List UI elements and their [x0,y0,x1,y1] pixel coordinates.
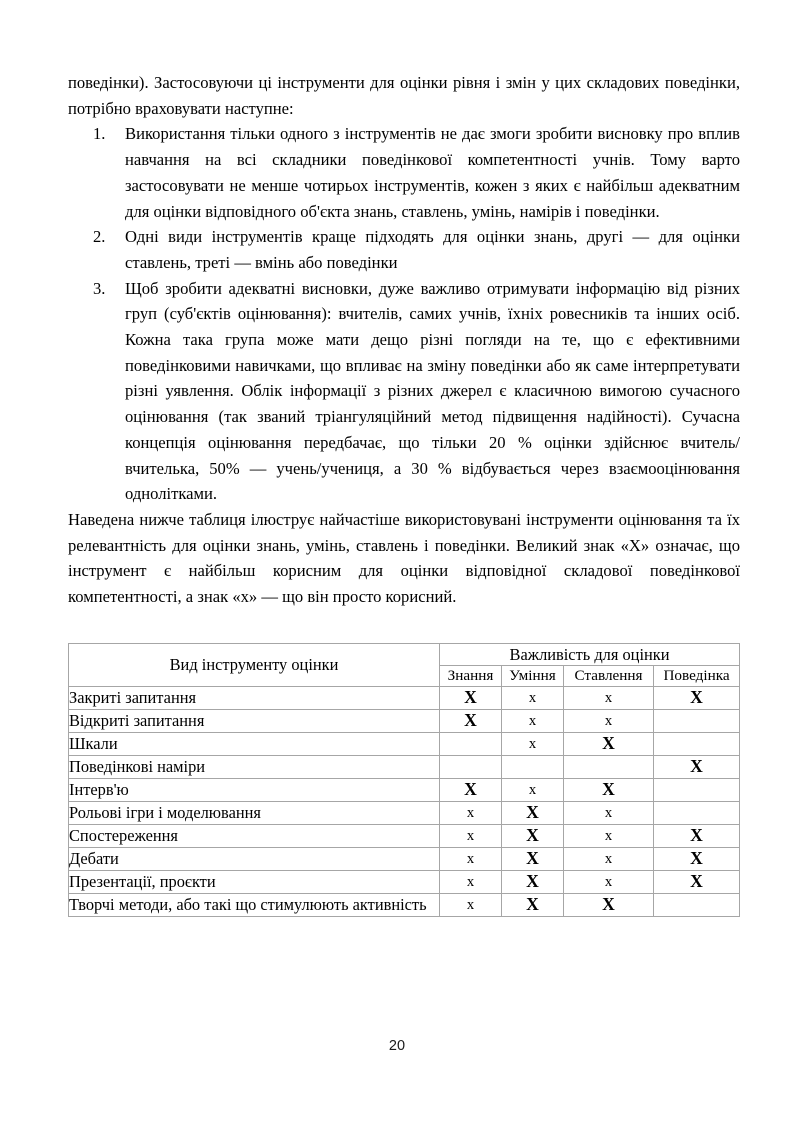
cell-attitudes [564,686,654,709]
list-item: Щоб зробити адекватні висновки, дуже важливо отримувати інформацію від різних груп (суб'єктів оцінювання): вчителів, самих учнів, їхніх ровесників та інших осіб. Кожна така група може мати дещо різні погляди на те, що є ефективними поведінковими навичками, що впливає на зміну поведінки або як саме інтерпретувати різні уявлення. Облік інформації з різних джерел є класичною вимогою сучасного оцінювання (так званий тріангуляційний метод підвищення надійності). Сучасна концепція оцінювання передбачає, що тільки 20 % оцінки здійснює вчитель/вчителька, 50% — учень/учениця, а 30 % відбувається через взаємооцінювання однолітками. [125,278,740,504]
cell-behaviour [654,847,740,870]
header-skills: Уміння [502,665,564,686]
assessment-tools-table [68,643,740,917]
assessment-table-container [68,643,740,917]
table-intro-paragraph: Наведена нижче таблиця ілюструє найчастіше використовувані інструменти оцінювання та їх релевантність для оцінки знань, умінь, ставлень і поведінки. Великий знак «Х» означає, що інструмент є найбільш корисним для оцінки відповідної складової поведінкової компетентності, а знак «х» — що він просто корисний. [68,509,740,607]
cell-behaviour [654,686,740,709]
cell-attitudes [564,732,654,755]
table-row-label: Дебати [69,847,440,870]
mark-major: Х [690,870,703,891]
mark-none [695,894,699,915]
table-row-label: Поведінкові наміри [69,755,440,778]
table-row-label: Презентації, проєкти [69,870,440,893]
cell-knowledge [440,824,502,847]
page-number: 20 [388,1038,406,1054]
cell-behaviour [654,801,740,824]
cell-knowledge [440,847,502,870]
cell-behaviour [654,870,740,893]
cell-skills [502,847,564,870]
mark-minor: х [466,804,475,821]
header-behaviour: Поведінка [654,665,740,686]
cell-attitudes [564,893,654,916]
cell-behaviour [654,824,740,847]
list-item: Одні види інструментів краще підходять для оцінки знань, другі — для оцінки ставлень, треті — вмінь або поведінки [125,227,740,272]
cell-knowledge [440,709,502,732]
mark-minor: х [466,896,475,913]
mark-none [469,756,473,777]
table-row-label: Закриті запитання [69,686,440,709]
cell-attitudes [564,755,654,778]
table-row-label: Інтерв'ю [69,778,440,801]
cell-knowledge [440,686,502,709]
table-row [69,801,740,824]
header-importance-group: Важливість для оцінки [440,643,740,665]
header-knowledge: Знання [440,665,502,686]
cell-skills [502,732,564,755]
cell-skills [502,755,564,778]
mark-major: Х [690,824,703,845]
mark-major: Х [526,893,539,914]
cell-skills [502,686,564,709]
mark-major: Х [526,801,539,822]
mark-major: Х [526,847,539,868]
numbered-list [68,121,740,507]
table-row [69,755,740,778]
cell-behaviour [654,893,740,916]
table-row-label: Шкали [69,732,440,755]
mark-none [469,733,473,754]
page-content [68,70,740,917]
cell-knowledge [440,870,502,893]
table-header-row-top [69,643,740,665]
cell-knowledge [440,755,502,778]
table-row [69,847,740,870]
cell-skills [502,893,564,916]
table-row-label: Рольові ігри і моделювання [69,801,440,824]
cell-knowledge [440,778,502,801]
table-row-label: Спостереження [69,824,440,847]
mark-minor: х [528,781,537,798]
cell-knowledge [440,732,502,755]
cell-skills [502,801,564,824]
cell-attitudes [564,870,654,893]
table-row [69,870,740,893]
table-head [69,643,740,686]
cell-skills [502,709,564,732]
mark-major: Х [602,778,615,799]
mark-minor: х [604,873,613,890]
mark-major: Х [464,709,477,730]
mark-none [531,756,535,777]
mark-minor: х [528,689,537,706]
cell-attitudes [564,778,654,801]
list-item: Використання тільки одного з інструментів не дає змоги зробити висновку про вплив навчання на всі складники поведінкової компетентності учнів. Тому варто застосовувати не менше чотирьох інструментів, кожен з яких є найбільш адекватним для оцінки відповідного об'єкта знань, ставлень, умінь, намірів і поведінки. [125,124,740,221]
mark-none [607,756,611,777]
cell-attitudes [564,824,654,847]
table-body [69,686,740,916]
cell-behaviour [654,732,740,755]
mark-minor: х [604,850,613,867]
mark-major: Х [602,732,615,753]
cell-behaviour [654,709,740,732]
table-row [69,893,740,916]
cell-knowledge [440,801,502,824]
table-row [69,732,740,755]
mark-major: Х [690,847,703,868]
mark-minor: х [528,735,537,752]
intro-paragraph: поведінки). Застосовуючи ці інструменти для оцінки рівня і змін у цих складових поведінки, потрібно враховувати наступне: [68,73,740,118]
mark-none [695,779,699,800]
cell-behaviour [654,778,740,801]
mark-none [695,710,699,731]
cell-skills [502,778,564,801]
mark-minor: х [466,850,475,867]
cell-skills [502,870,564,893]
mark-major: Х [690,755,703,776]
header-attitudes: Ставлення [564,665,654,686]
mark-minor: х [466,827,475,844]
cell-attitudes [564,709,654,732]
mark-none [695,802,699,823]
table-row [69,824,740,847]
mark-major: Х [464,686,477,707]
cell-behaviour [654,755,740,778]
mark-major: Х [526,870,539,891]
mark-minor: х [604,712,613,729]
cell-skills [502,824,564,847]
mark-none [695,733,699,754]
mark-major: Х [690,686,703,707]
mark-minor: х [604,689,613,706]
mark-major: Х [526,824,539,845]
table-row [69,686,740,709]
cell-attitudes [564,847,654,870]
mark-minor: х [528,712,537,729]
table-row-label: Відкриті запитання [69,709,440,732]
mark-minor: х [604,827,613,844]
mark-minor: х [466,873,475,890]
table-row [69,778,740,801]
mark-major: Х [464,778,477,799]
mark-minor: х [604,804,613,821]
header-instrument-type: Вид інструменту оцінки [69,643,440,686]
cell-knowledge [440,893,502,916]
mark-major: Х [602,893,615,914]
table-row-label: Творчі методи, або такі що стимулюють активність [69,893,440,916]
table-row [69,709,740,732]
cell-attitudes [564,801,654,824]
